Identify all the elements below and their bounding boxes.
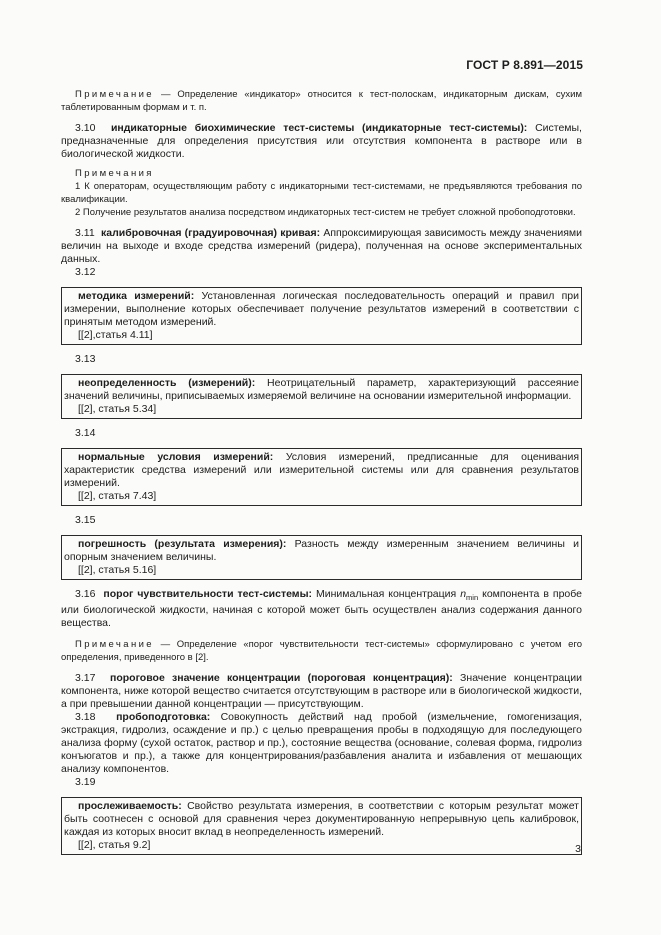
symbol-subscript: min: [466, 593, 479, 603]
term-definition: Разность между измеренным значением величины и опорным значением величины.: [64, 538, 579, 563]
term-number: 3.10: [75, 122, 96, 134]
term-source: [[2], статья 9.2]: [78, 839, 151, 852]
term-source: [[2], статья 7.43]: [78, 490, 157, 502]
term-number: 3.18: [75, 711, 96, 724]
term-definition: Неотрицательный параметр, характеризующий рассеяние значений величины, приписываемых измеряемой величине на основании измерительной информации.: [64, 377, 579, 402]
term-name: методика измерений:: [78, 290, 195, 302]
term-number-3-19: 3.19: [75, 776, 96, 789]
term-3-10: [61, 122, 582, 161]
note-item-2: 2 Получение результатов анализа посредством индикаторных тест-систем не требует сложной пробоподготовки.: [75, 207, 576, 218]
note-indicator: [61, 88, 582, 114]
notes-3-10: [61, 167, 582, 219]
term-definition: Установленная логическая последовательность операций и правил при измерении, выполнение которых обеспечивает получение результатов измерений в соответствии с принятым методом измерений.: [64, 290, 579, 328]
term-number: 3.17: [75, 672, 96, 685]
term-definition: Свойство результата измерения, в соответствии с которым результат может быть соотнесен с основой для сравнения через документированную непрерывную цепь калибровок, каждая из которых вносит вклад в неопределенность измерений.: [64, 800, 579, 839]
term-source: [[2], статья 5.34]: [78, 403, 157, 415]
term-name: калибровочная (градуировочная) кривая:: [101, 227, 321, 239]
term-definition: Условия измерений, предписанные для оценивания характеристик средства измерений или измерительной системы или для сравнения результатов измерений.: [64, 451, 579, 489]
term-number-3-14: 3.14: [75, 427, 96, 439]
term-3-18: [61, 711, 582, 776]
term-box-3-15: [61, 535, 582, 580]
term-name: нормальные условия измерений:: [78, 451, 274, 463]
page-number: 3: [575, 843, 581, 855]
symbol-n: n: [460, 588, 467, 600]
notes-label: Примечания: [75, 168, 154, 179]
note-label: Примечание: [75, 639, 154, 651]
term-number-3-15: 3.15: [75, 514, 96, 526]
term-3-16: [61, 588, 582, 630]
term-definition-start: Минимальная концентрация: [312, 588, 461, 600]
note-label: Примечание: [75, 89, 154, 100]
term-number: 3.16: [75, 588, 96, 600]
note-item-1: 1 К операторам, осуществляющим работу с индикаторными тест-системами, не предъявляются требования по квалификации.: [61, 181, 582, 205]
term-3-11: [61, 227, 582, 266]
page-content: [61, 88, 582, 855]
term-name: погрешность (результата измерения):: [78, 538, 287, 550]
term-definition: Системы, предназначенные для определения присутствия или отсутствия компонента в растворе или в биологической жидкости.: [61, 122, 582, 160]
term-source: [[2],статья 4.11]: [78, 329, 153, 341]
term-number: 3.11: [75, 227, 95, 239]
term-name: индикаторные биохимические тест-системы (индикаторные тест-системы):: [110, 122, 528, 134]
note-text: — Определение «порог чувствительности тест-системы» сформулировано с учетом его определения, приведенного в [2].: [61, 639, 582, 664]
term-definition: Значение концентрации компонента, ниже которой вещество считается отсутствующим в растворе или в биологической жидкости, а при превышении данной концентрации — присутствующим.: [61, 672, 582, 711]
term-name: неопределенность (измерений):: [78, 377, 256, 389]
term-box-3-13: [61, 374, 582, 419]
term-number-3-12: 3.12: [75, 266, 96, 278]
term-name: пробоподготовка:: [116, 711, 211, 724]
term-definition: Совокупность действий над пробой (измельчение, гомогенизация, экстракция, гидролиз, осаждение и пр.) с целью превращения пробы в подходящую для последующего анализа форму (сухой остаток, раствор и пр.), состояние вещества (основание, солевая форма, гидролиз конъюгатов и пр.), а также для концентрирования/разбавления аналита и избавления от мешающих анализу компонентов.: [61, 711, 582, 776]
standard-header: ГОСТ Р 8.891—2015: [466, 58, 583, 72]
term-box-3-14: [61, 448, 582, 506]
term-number-3-13: 3.13: [75, 353, 96, 365]
term-name: прослеживаемость:: [78, 800, 182, 813]
term-name: порог чувствительности тест-системы:: [103, 588, 313, 600]
term-definition: Аппроксимирующая зависимость между значениями величин на выходе и входе средства измерений (ридера), полученная на основе экспериментальных данных.: [61, 227, 582, 265]
note-text: — Определение «индикатор» относится к тест-полоскам, индикаторным дискам, сухим таблетированным формам и т. п.: [61, 89, 582, 113]
term-3-17: [61, 672, 582, 711]
term-name: пороговое значение концентрации (пороговая концентрация):: [109, 672, 453, 685]
term-box-3-12: [61, 287, 582, 345]
term-source: [[2], статья 5.16]: [78, 564, 157, 576]
note-threshold: [61, 638, 582, 664]
term-definition-end: компонента в пробе или биологической жидкости, начиная с которой может быть осуществлен анализ содержания данного вещества.: [61, 588, 583, 630]
term-box-3-19: [61, 797, 582, 855]
